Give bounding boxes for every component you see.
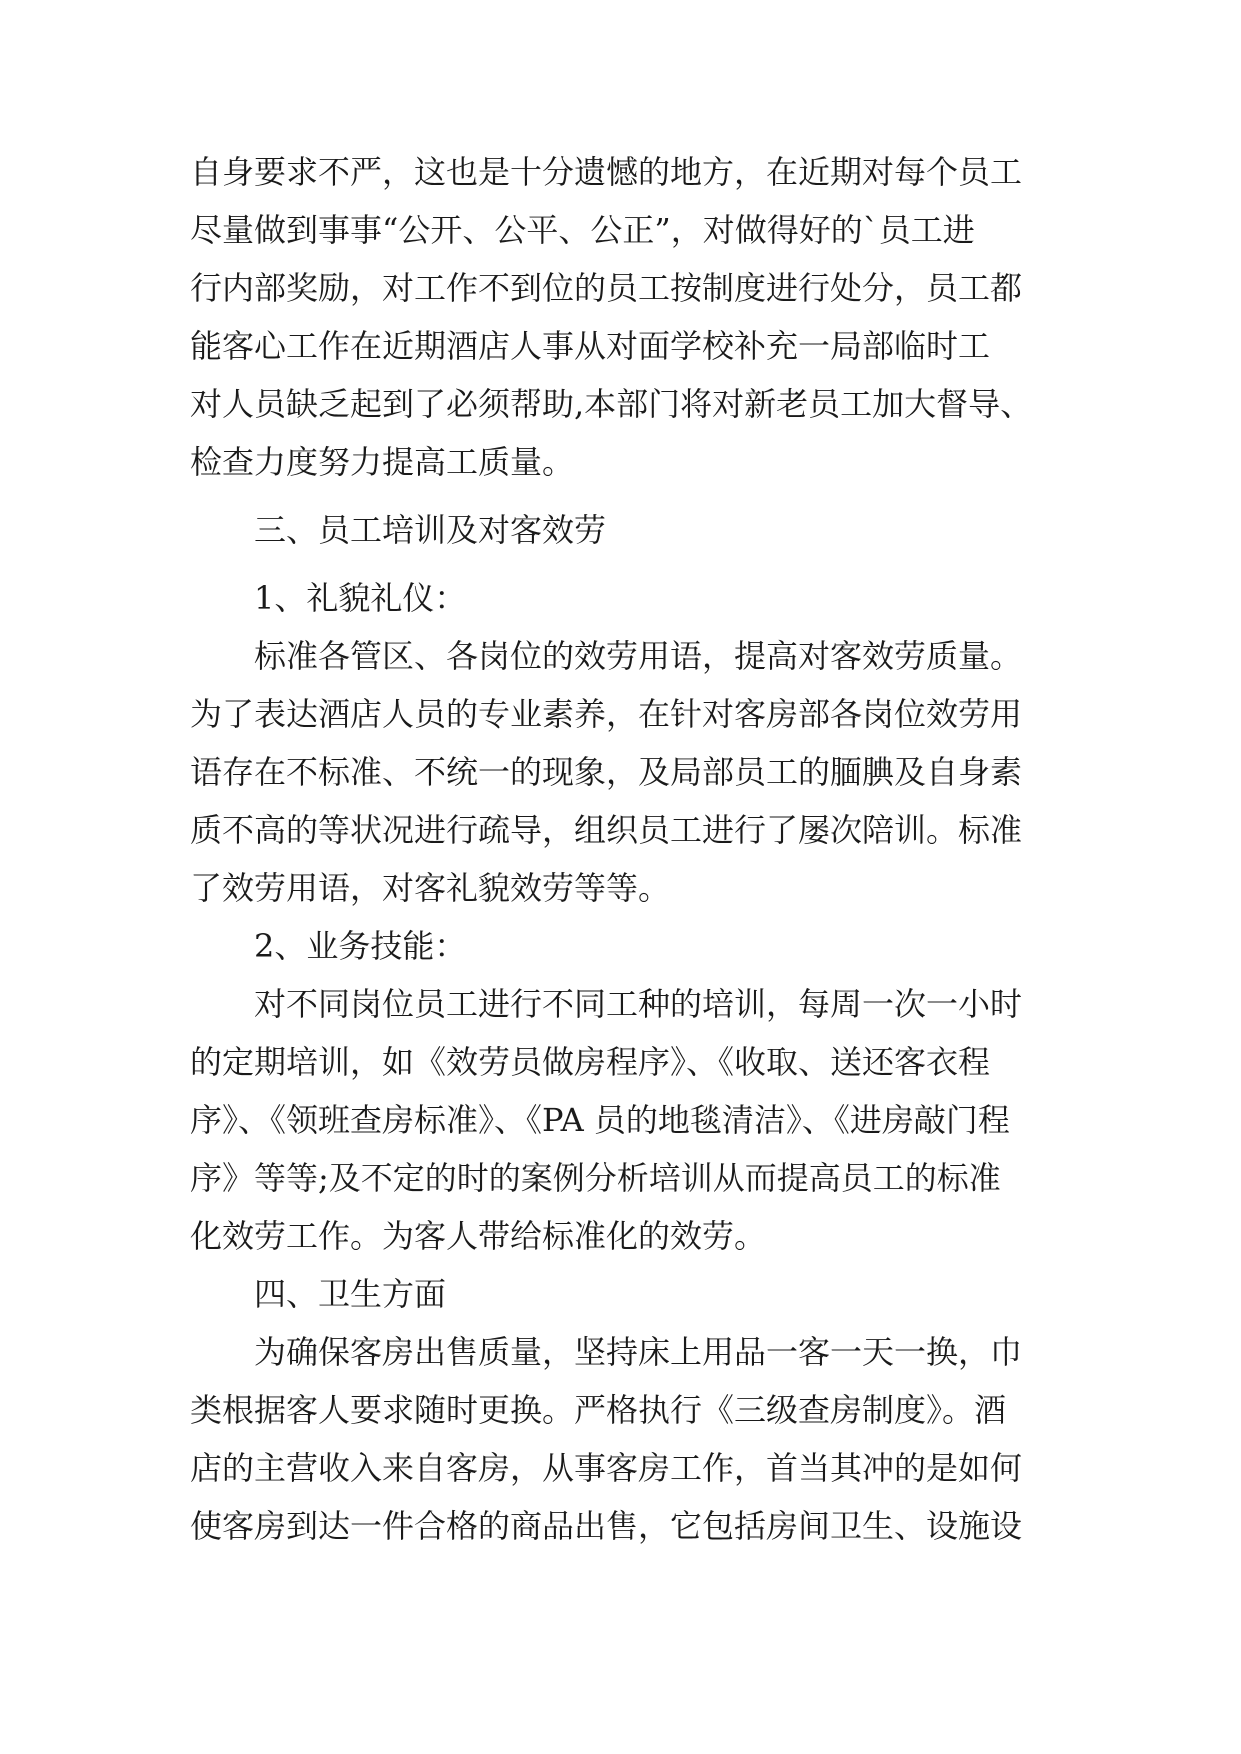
paragraph-line: 能客心工作在近期酒店人事从对面学校补充一局部临时工: [190, 327, 991, 365]
subsection-heading: 2、业务技能：: [254, 927, 467, 965]
paragraph-line: 店的主营收入来自客房，从事客房工作，首当其冲的是如何: [190, 1449, 1023, 1487]
paragraph-line: 标准各管区、各岗位的效劳用语，提高对客效劳质量。: [254, 637, 1023, 675]
paragraph-line: 对不同岗位员工进行不同工种的培训，每周一次一小时: [254, 985, 1023, 1023]
paragraph-line: 序》等等;及不定的时的案例分析培训从而提高员工的标准: [190, 1159, 1001, 1197]
section-heading: 三、员工培训及对客效劳: [254, 511, 607, 549]
paragraph-line: 化效劳工作。为客人带给标准化的效劳。: [190, 1217, 767, 1255]
paragraph-line: 对人员缺乏起到了必须帮助,本部门将对新老员工加大督导、: [190, 385, 1033, 423]
paragraph-line: 尽量做到事事“公开、公平、公正”，对做得好的`员工进: [190, 211, 975, 249]
paragraph-line: 类根据客人要求随时更换。严格执行《三级查房制度》。酒: [190, 1391, 1007, 1429]
paragraph-line: 行内部奖励，对工作不到位的员工按制度进行处分，员工都: [190, 269, 1023, 307]
paragraph-line: 质不高的等状况进行疏导，组织员工进行了屡次陪训。标准: [190, 811, 1023, 849]
subsection-heading: 1、礼貌礼仪：: [254, 579, 467, 617]
section-heading: 四、卫生方面: [254, 1275, 447, 1313]
paragraph-line: 为了表达酒店人员的专业素养，在针对客房部各岗位效劳用: [190, 695, 1023, 733]
paragraph-line: 的定期培训，如《效劳员做房程序》、《收取、送还客衣程: [190, 1043, 991, 1081]
paragraph-line: 序》、《领班查房标准》、《PA 员的地毯清洁》、《进房敲门程: [190, 1101, 1010, 1139]
paragraph-line: 自身要求不严，这也是十分遗憾的地方，在近期对每个员工: [190, 153, 1023, 191]
paragraph-line: 使客房到达一件合格的商品出售，它包括房间卫生、设施设: [190, 1507, 1023, 1545]
paragraph-line: 了效劳用语，对客礼貌效劳等等。: [190, 869, 671, 907]
paragraph-line: 检查力度努力提高工质量。: [190, 443, 575, 481]
paragraph-line: 为确保客房出售质量，坚持床上用品一客一天一换，巾: [254, 1333, 1023, 1371]
paragraph-line: 语存在不标准、不统一的现象，及局部员工的腼腆及自身素: [190, 753, 1023, 791]
